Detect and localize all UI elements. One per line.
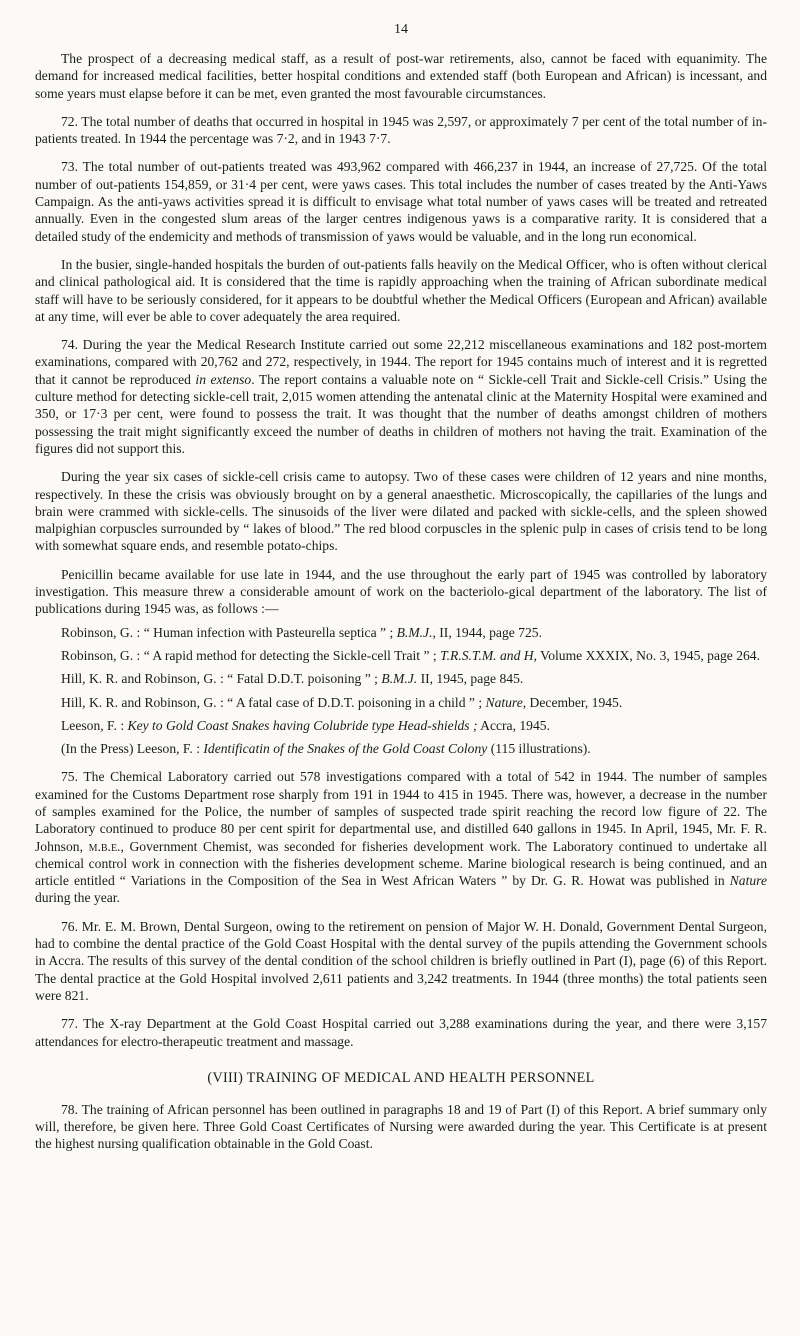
paragraph-75-journal: Nature (729, 873, 767, 889)
paragraph-72: 72. The total number of deaths that occurred in hospital in 1945 was 2,597, or approximately 7 per cent of the total number of in-patients treated. In 1944 the percentage was 7·2, and in 1943 7·7. (35, 113, 767, 147)
publication-citation: (115 illustrations). (487, 741, 591, 757)
paragraph-74-autopsy: During the year six cases of sickle-cell crisis came to autopsy. Two of these cases were children of 12 years and nine months, respectively. In these the crisis was obviously brought on by a general anaesthetic. Microscopically, the capillaries of the lungs and brain were crammed with sickle-cells. The sinusoids of the liver were dilated and packed with sickle-cells, and the spleen showed malpighian corpuscles surrounded by “ lakes of blood.” The red blood corpuscles in the splenic pulp in cases of crisis tend to be long with somewhat square ends, and resemble potato-chips. (35, 469, 767, 554)
publication-entry (35, 624, 767, 641)
publication-journal: B.M.J. (381, 671, 418, 687)
honours-abbreviation: m.b.e. (88, 838, 121, 854)
publication-citation: II, 1945, page 845. (417, 671, 524, 687)
publication-list (35, 624, 767, 758)
publication-citation: December, 1945. (526, 694, 623, 710)
publication-citation: , II, 1944, page 725. (432, 624, 542, 640)
paragraph-77: 77. The X-ray Department at the Gold Coast Hospital carried out 3,288 examinations during the year, and there were 3,157 attendances for electro-therapeutic treatment and massage. (35, 1016, 767, 1049)
publication-journal: Nature, (485, 694, 527, 710)
page-number: 14 (394, 22, 408, 37)
section-heading: (VIII) TRAINING OF MEDICAL AND HEALTH PERSONNEL (207, 1069, 595, 1086)
paragraph-74-text-b: . The report contains a valuable note on “ Sickle-cell Trait and Sickle-cell Crisis.” Using the culture method for detecting sickle-cell trait, 2,015 women attending the antenatal clinic at the Maternity Hospital were examined and 350, or 17·3 per cent, were found to possess the trait. It was thought that the number of deaths amongst children of mothers possessing the trait might significantly exceed the number of deaths in children of mothers not having the trait. Examination of the figures did not support this. (35, 371, 768, 456)
publication-citation: Accra, 1945. (477, 717, 550, 733)
publication-text: (In the Press) Leeson, F. : (61, 741, 204, 757)
paragraph-74-emphasis: in extenso (195, 371, 252, 387)
publication-text: Leeson, F. : (61, 717, 128, 733)
publication-entry (35, 670, 767, 687)
publication-text: Hill, K. R. and Robinson, G. : “ A fatal case of D.D.T. poisoning in a child ” ; (61, 694, 486, 710)
paragraph-75-text-a: 75. The Chemical Laboratory carried out 578 investigations compared with a total of 542 in 1944. The number of samples examined for the Customs Department rose sharply from 191 in 1944 to 415 in 1945. There was, however, a decrease in the number of samples examined for the Police, the number of samples of suspected trade spirit reaching the record low figure of 22. The Laboratory continued to produce 80 per cent spirit for departmental use, and distilled 640 gallons in 1945. In April, 1945, Mr. F. R. Johnson, (35, 769, 767, 854)
publication-text: Robinson, G. : “ Human infection with Pasteurella septica ” ; (61, 624, 397, 640)
publication-entry (35, 717, 767, 734)
publication-title: Key to Gold Coast Snakes having Colubride type Head-shields ; (127, 717, 478, 733)
publication-citation: Volume XXXIX, No. 3, 1945, page 264. (536, 647, 761, 663)
publication-journal: B.M.J. (396, 624, 433, 640)
paragraph-73: 73. The total number of out-patients treated was 493,962 compared with 466,237 in 1944, an increase of 27,725. Of the total number of out-patients 154,859, or 31·4 per cent, were yaws cases. This total includes the number of cases treated by the Anti-Yaws Campaign. As the anti-yaws activities spread it is difficult to envisage what total number of yaws cases will be treated and retreated annually. Even in the congested slum areas of the larger centres indigenous yaws is a comparative rarity. It is considered that a detailed study of the endemicity and methods of transmission of yaws would be valuable, and in the long run economical. (35, 159, 767, 244)
paragraph-76: 76. Mr. E. M. Brown, Dental Surgeon, owing to the retirement on pension of Major W. H. Donald, Government Dental Surgeon, had to combine the dental practice of the Gold Coast Hospital with the dental survey of the pupils attending the Government schools in Accra. The results of this survey of the dental condition of the school children is briefly outlined in Part (I), page (6) of this Report. The dental practice at the Gold Hospital involved 2,611 patients and 3,242 treatments. In 1944 (three months) the total patients seen were 821. (35, 918, 767, 1003)
publication-entry (35, 647, 767, 664)
paragraph-74 (35, 336, 767, 457)
publication-title: Identificatin of the Snakes of the Gold Coast Colony (203, 741, 488, 757)
publication-text: Hill, K. R. and Robinson, G. : “ Fatal D.D.T. poisoning ” ; (61, 671, 382, 687)
publication-entry (35, 740, 767, 757)
publication-journal: T.R.S.T.M. and H, (440, 647, 537, 663)
paragraph-75 (35, 768, 767, 906)
paragraph-75-text-b: , Government Chemist, was seconded for fisheries development work. The Laboratory continued to undertake all chemical control work in connection with the fisheries development scheme. Marine biological research is being continued, and an article entitled “ Variations in the Composition of the Sea in West African Waters ” by Dr. G. R. Howat was published in (35, 838, 767, 889)
paragraph-75-text-c: during the year. (35, 890, 120, 906)
publication-text: Robinson, G. : “ A rapid method for detecting the Sickle-cell Trait ” ; (61, 647, 441, 663)
publication-entry (35, 694, 767, 711)
paragraph-78: 78. The training of African personnel has been outlined in paragraphs 18 and 19 of Part (I) of this Report. A brief summary only will, therefore, be given here. Three Gold Coast Certificates of Nursing were awarded during the year. This Certificate is at present the highest nursing qualification obtainable in the Gold Coast. (35, 1101, 767, 1152)
paragraph-74-text-a: 74. During the year the Medical Research Institute carried out some 22,212 miscellaneous examinations and 182 post-mortem examinations, compared with 20,762 and 272, respectively, in 1944. The report for 1945 contains much of interest and it is regretted that it cannot be reproduced (35, 337, 767, 387)
paragraph-73-continued: In the busier, single-handed hospitals the burden of out-patients falls heavily on the Medical Officer, who is often without clerical and clinical pathological aid. It is considered that the time is rapidly approaching when the training of African subordinate medical staff will have to be seriously considered, for it appears to be doubtful whether the Medical Officers (European and African) available at any time, will ever be able to cover adequately the area required. (35, 256, 767, 324)
paragraph-74-penicillin: Penicillin became available for use late in 1944, and the use throughout the early part of 1945 was controlled by laboratory investigation. This measure threw a considerable amount of work on the bacteriolo-gical department of the laboratory. The list of publications during 1945 was, as follows :— (35, 566, 767, 617)
paragraph-intro: The prospect of a decreasing medical staff, as a result of post-war retirements, also, cannot be faced with equanimity. The demand for increased medical facilities, better hospital conditions and extended staff (both European and African) is incessant, and some years must elapse before it can be met, even granted the most favourable circumstances. (35, 51, 767, 101)
